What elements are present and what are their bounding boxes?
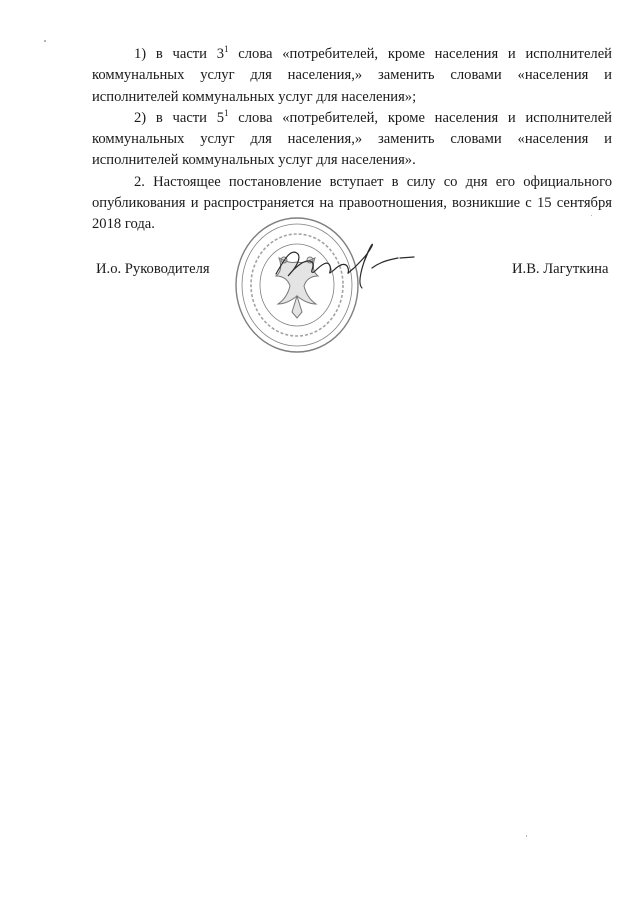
clause-2: 2. Настоящее постановление вступает в силу со дня его официального опубликования и распространяется на правоотношения, возникшие с 15 сентября 2018 года.: [92, 173, 612, 233]
amendment-item-1-text: слова «потребителей, кроме населения и исполнителей коммунальных услуг для населения,» заменить словами «населения и исполнителей коммунальных услуг для населения»;: [92, 46, 612, 105]
signatory-role: И.о. Руководителя: [96, 261, 210, 277]
amendment-item-2-prefix: 2) в части 5: [134, 109, 225, 126]
document-body: [92, 44, 612, 236]
amendment-item-2-superscript: 1: [224, 108, 229, 119]
handwritten-signature: [268, 236, 418, 294]
scan-speck: [44, 40, 46, 42]
amendment-item-1-superscript: 1: [224, 44, 229, 55]
amendment-item-1-prefix: 1) в части 3: [134, 46, 225, 62]
amendment-item-2: [92, 108, 612, 172]
signatory-name: И.В. Лагуткина: [512, 261, 609, 277]
scan-speck: [526, 835, 527, 837]
amendment-item-1: [92, 44, 612, 108]
scan-speck: [591, 215, 592, 216]
amendment-item-2-text: слова «потребителей, кроме населения и исполнителей коммунальных услуг для населения,» заменить словами «населения и исполнителей коммунальных услуг для населения».: [92, 109, 612, 169]
